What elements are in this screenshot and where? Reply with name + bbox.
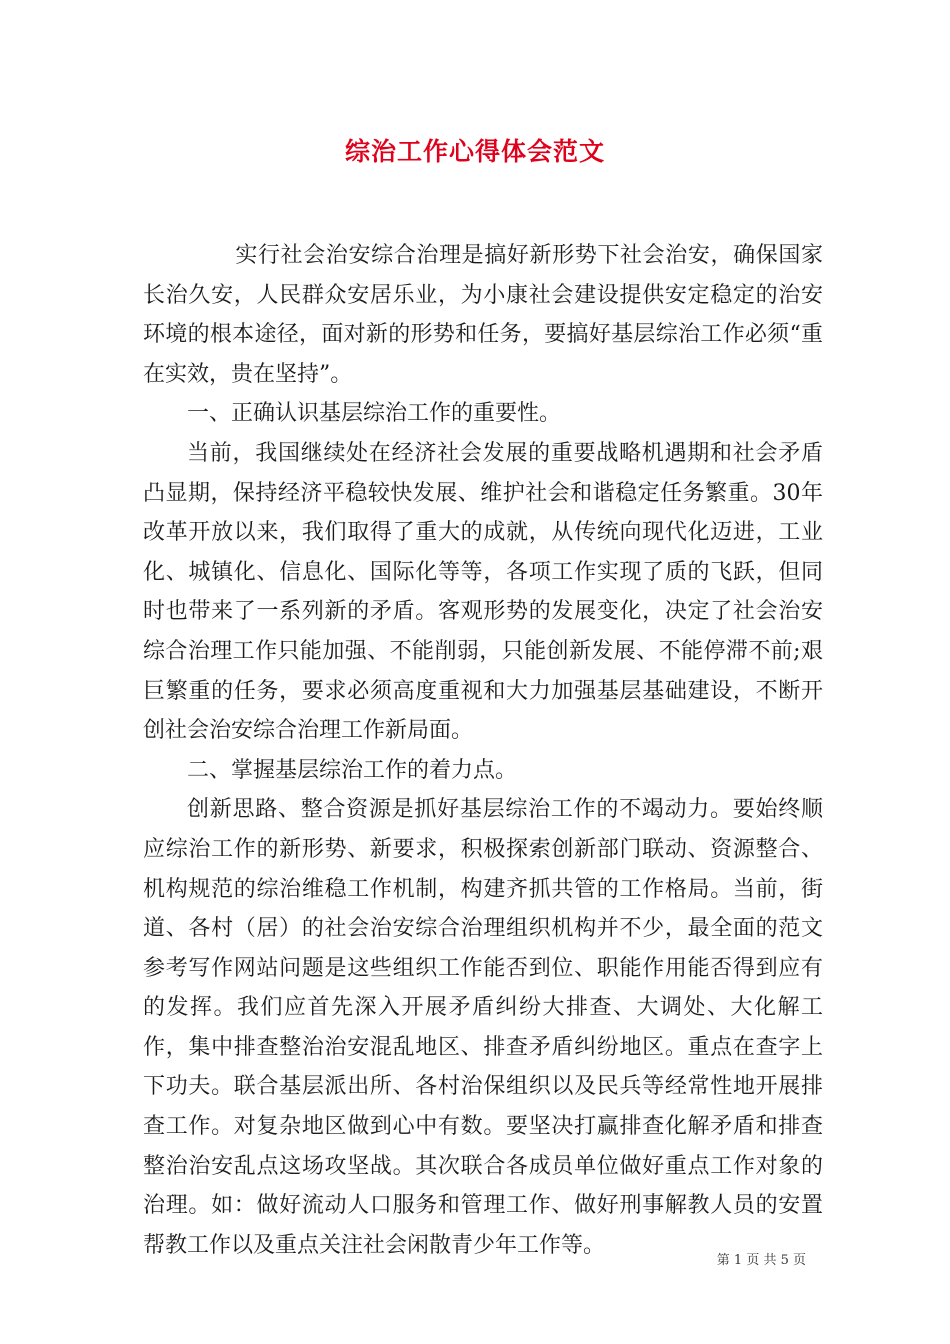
section-heading-2: 二、掌握基层综治工作的着力点。 xyxy=(187,757,518,783)
intro-paragraph: 实行社会治安综合治理是搞好新形势下社会治安，确保国家长治久安，人民群众安居乐业，为小康社会建设提供安定稳定的治安环境的根本途径，面对新的形势和任务，要搞好基层综治工作必须“重在实效，贵在坚持”。 xyxy=(143,243,823,387)
section-1-paragraph: 当前，我国继续处在经济社会发展的重要战略机遇期和社会矛盾凸显期，保持经济平稳较快发展、维护社会和谐稳定任务繁重。30年改革开放以来，我们取得了重大的成就，从传统向现代化迈进，工业化、城镇化、信息化、国际化等等，各项工作实现了质的飞跃，但同时也带来了一系列新的矛盾。客观形势的发展变化，决定了社会治安综合治理工作只能加强、不能削弱，只能创新发展、不能停滞不前;艰巨繁重的任务，要求必须高度重视和大力加强基层基础建设，不断开创社会治安综合治理工作新局面。 xyxy=(143,440,823,744)
section-2-paragraph: 创新思路、整合资源是抓好基层综治工作的不竭动力。要始终顺应综治工作的新形势、新要求，积极探索创新部门联动、资源整合、机构规范的综治维稳工作机制，构建齐抓共管的工作格局。当前，街道、各村（居）的社会治安综合治理组织机构并不少，最全面的范文参考写作网站问题是这些组织工作能否到位、职能作用能否得到应有的发挥。我们应首先深入开展矛盾纠纷大排查、大调处、大化解工作，集中排查整治治安混乱地区、排查矛盾纠纷地区。重点在查字上下功夫。联合基层派出所、各村治保组织以及民兵等经常性地开展排查工作。对复杂地区做到心中有数。要坚决打赢排查化解矛盾和排查整治治安乱点这场攻坚战。其次联合各成员单位做好重点工作对象的治理。如：做好流动人口服务和管理工作、做好刑事解教人员的安置帮教工作以及重点关注社会闲散青少年工作等。 xyxy=(143,797,823,1258)
section-heading-1: 一、正确认识基层综治工作的重要性。 xyxy=(187,401,562,427)
document-body xyxy=(143,236,823,1265)
page-title: 综治工作心得体会范文 xyxy=(344,137,605,166)
page-number: 第 1 页 共 5 页 xyxy=(716,1253,806,1268)
